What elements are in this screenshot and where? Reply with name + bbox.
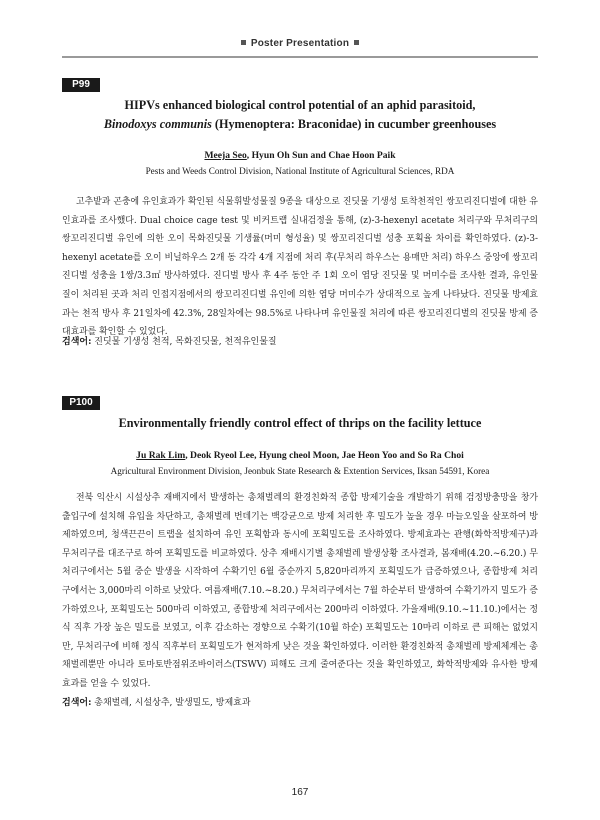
keywords — [62, 334, 538, 347]
section-header — [0, 38, 600, 49]
keywords-label: 검색어: — [62, 698, 92, 708]
page-number: 167 — [291, 787, 309, 798]
title-line — [62, 115, 538, 134]
title-line: Environmentally friendly control effect of thrips on the facility lettuce — [118, 416, 482, 430]
presenting-author: Ju Rak Lim — [136, 450, 186, 461]
co-authors: , Hyun Oh Sun and Chae Hoon Paik — [246, 150, 396, 161]
affiliation: Pests and Weeds Control Division, National Institute of Agricultural Sciences, RDA — [145, 166, 455, 176]
header-rule — [62, 56, 538, 58]
section-header-label: Poster Presentation — [250, 38, 350, 49]
keywords-label: 검색어: — [62, 337, 92, 347]
title-rest: (Hymenoptera: Braconidae) in cucumber greenhouses — [211, 117, 497, 131]
co-authors: , Deok Ryeol Lee, Hyung cheol Moon, Jae Heon Yoo and So Ra Choi — [185, 450, 464, 461]
presenting-author: Meeja Seo — [204, 150, 247, 161]
abstract-paragraph: 전북 익산시 시설상추 재배지에서 발생하는 총채벌레의 환경친화적 종합 방제기술을 개발하기 위해 검정방충망을 창가 출입구에 설치해 유입을 차단하고, 총채벌레 번데기는 백강균으로 방제 처리한 후 밀도가 높을 경우 마늘오일을 살포하여 방제하였으며, 청색끈끈이 트랩을 설치하여 유인 포획함과 동시에 포획밀도를 조사하였다. 방제효과는 관행(화학적방제구)과 무처리구를 대조구로 하여 포획밀도를 비교하였다. 상추 재배시기별 총채벌레 발생상황 조사결과, 봄재배(4.20.~6.20.) 무처리구에서는 5월 중순 발생을 시작하여 수확기인 6월 중순까지 5,820마리까지 포획밀도가 급증하였으나, 종합방제 처리구에서는 3,000마리 이하로 낮았다. 여름재배(7.10.~8.20.) 무처리구에서는 7월 하순부터 발생하여 수확기까지 밀도가 증가하였으나, 포획밀도는 500마리 이하였고, 종합방제 처리구에서는 200마리 이하였다. 가을재배(9.10.~11.10.)에서는 정식 직후 가장 높은 밀도를 보였고, 이후 감소하는 경향으로 수확기(10월 하순) 포획밀도는 10마리 이하로 큰 피해는 없었지만, 무처리구에 비해 정식 직후부터 포획밀도가 현저하게 낮은 것을 확인하였다. 이러한 환경친화적 총채벌레 방제체계는 총채벌레뿐만 아니라 토마토반점위조바이러스(TSWV) 피해도 크게 줄여준다는 것을 확인하였고, 화학적방제와 유사한 방제효과를 얻을 수 있었다. — [62, 493, 538, 689]
title-line: HIPVs enhanced biological control potential of an aphid parasitoid, — [124, 98, 476, 112]
abstract-badge: P100 — [62, 396, 100, 410]
abstract-title — [62, 96, 538, 134]
abstract-title — [62, 414, 538, 433]
abstract-body — [62, 489, 538, 694]
keywords — [62, 695, 538, 708]
abstract-paragraph: 고추밭과 곤충에 유인효과가 확인된 식물휘발성물질 9종을 대상으로 진딧물 기생성 토착천적인 쌍꼬리진디벌에 대한 유인효과를 조사했다. Dual choice cage test 및 비커트랩 실내검정을 통해, (z)-3-hexenyl acetate 처리구와 무처리구의 쌍꼬리진디벌 유인에 의한 오이 목화진딧물 기생률(머미 형성율) 및 쌍꼬리진디벌 성충 포획율 차이를 확인하였다. (z)-3-hexenyl acetate를 오이 비닐하우스 2개 동 각각 4개 지점에 처리 후(무처리 하우스는 용매만 처리) 하우스 중앙에 쌍꼬리진디벌 성충을 1쌍/3.3㎡ 방사하였다. 진디벌 방사 후 4주 동안 주 1회 오이 엽당 진딧물 및 머미수를 조사한 결과, 유인물질이 처리된 곳과 처리 인접지점에서의 쌍꼬리진디벌 유인에 의한 엽당 머미수가 상대적으로 높게 나타났다. 진딧물 방제효과는 천적 방사 후 21일차에 42.3%, 28일차에는 98.5%로 나타나며 유인물질 처리에 따른 쌍꼬리진디벌의 진딧물 방제 증대효과를 확인할 수 있었다. — [62, 197, 538, 338]
authors — [62, 150, 538, 161]
keywords-list: 총채벌레, 시설상추, 발생밀도, 방제효과 — [91, 698, 251, 708]
affiliation: Agricultural Environment Division, Jeonbuk State Research & Extention Services, Iksan 54591, Korea — [110, 466, 490, 476]
square-bullet-icon — [354, 40, 359, 45]
abstract-body — [62, 193, 538, 342]
species-name: Binodoxys communis — [103, 117, 212, 131]
keywords-list: 진딧물 기생성 천적, 목화진딧물, 천적유인물질 — [91, 337, 277, 347]
square-bullet-icon — [241, 40, 246, 45]
abstract-badge: P99 — [62, 78, 100, 92]
authors — [62, 450, 538, 461]
